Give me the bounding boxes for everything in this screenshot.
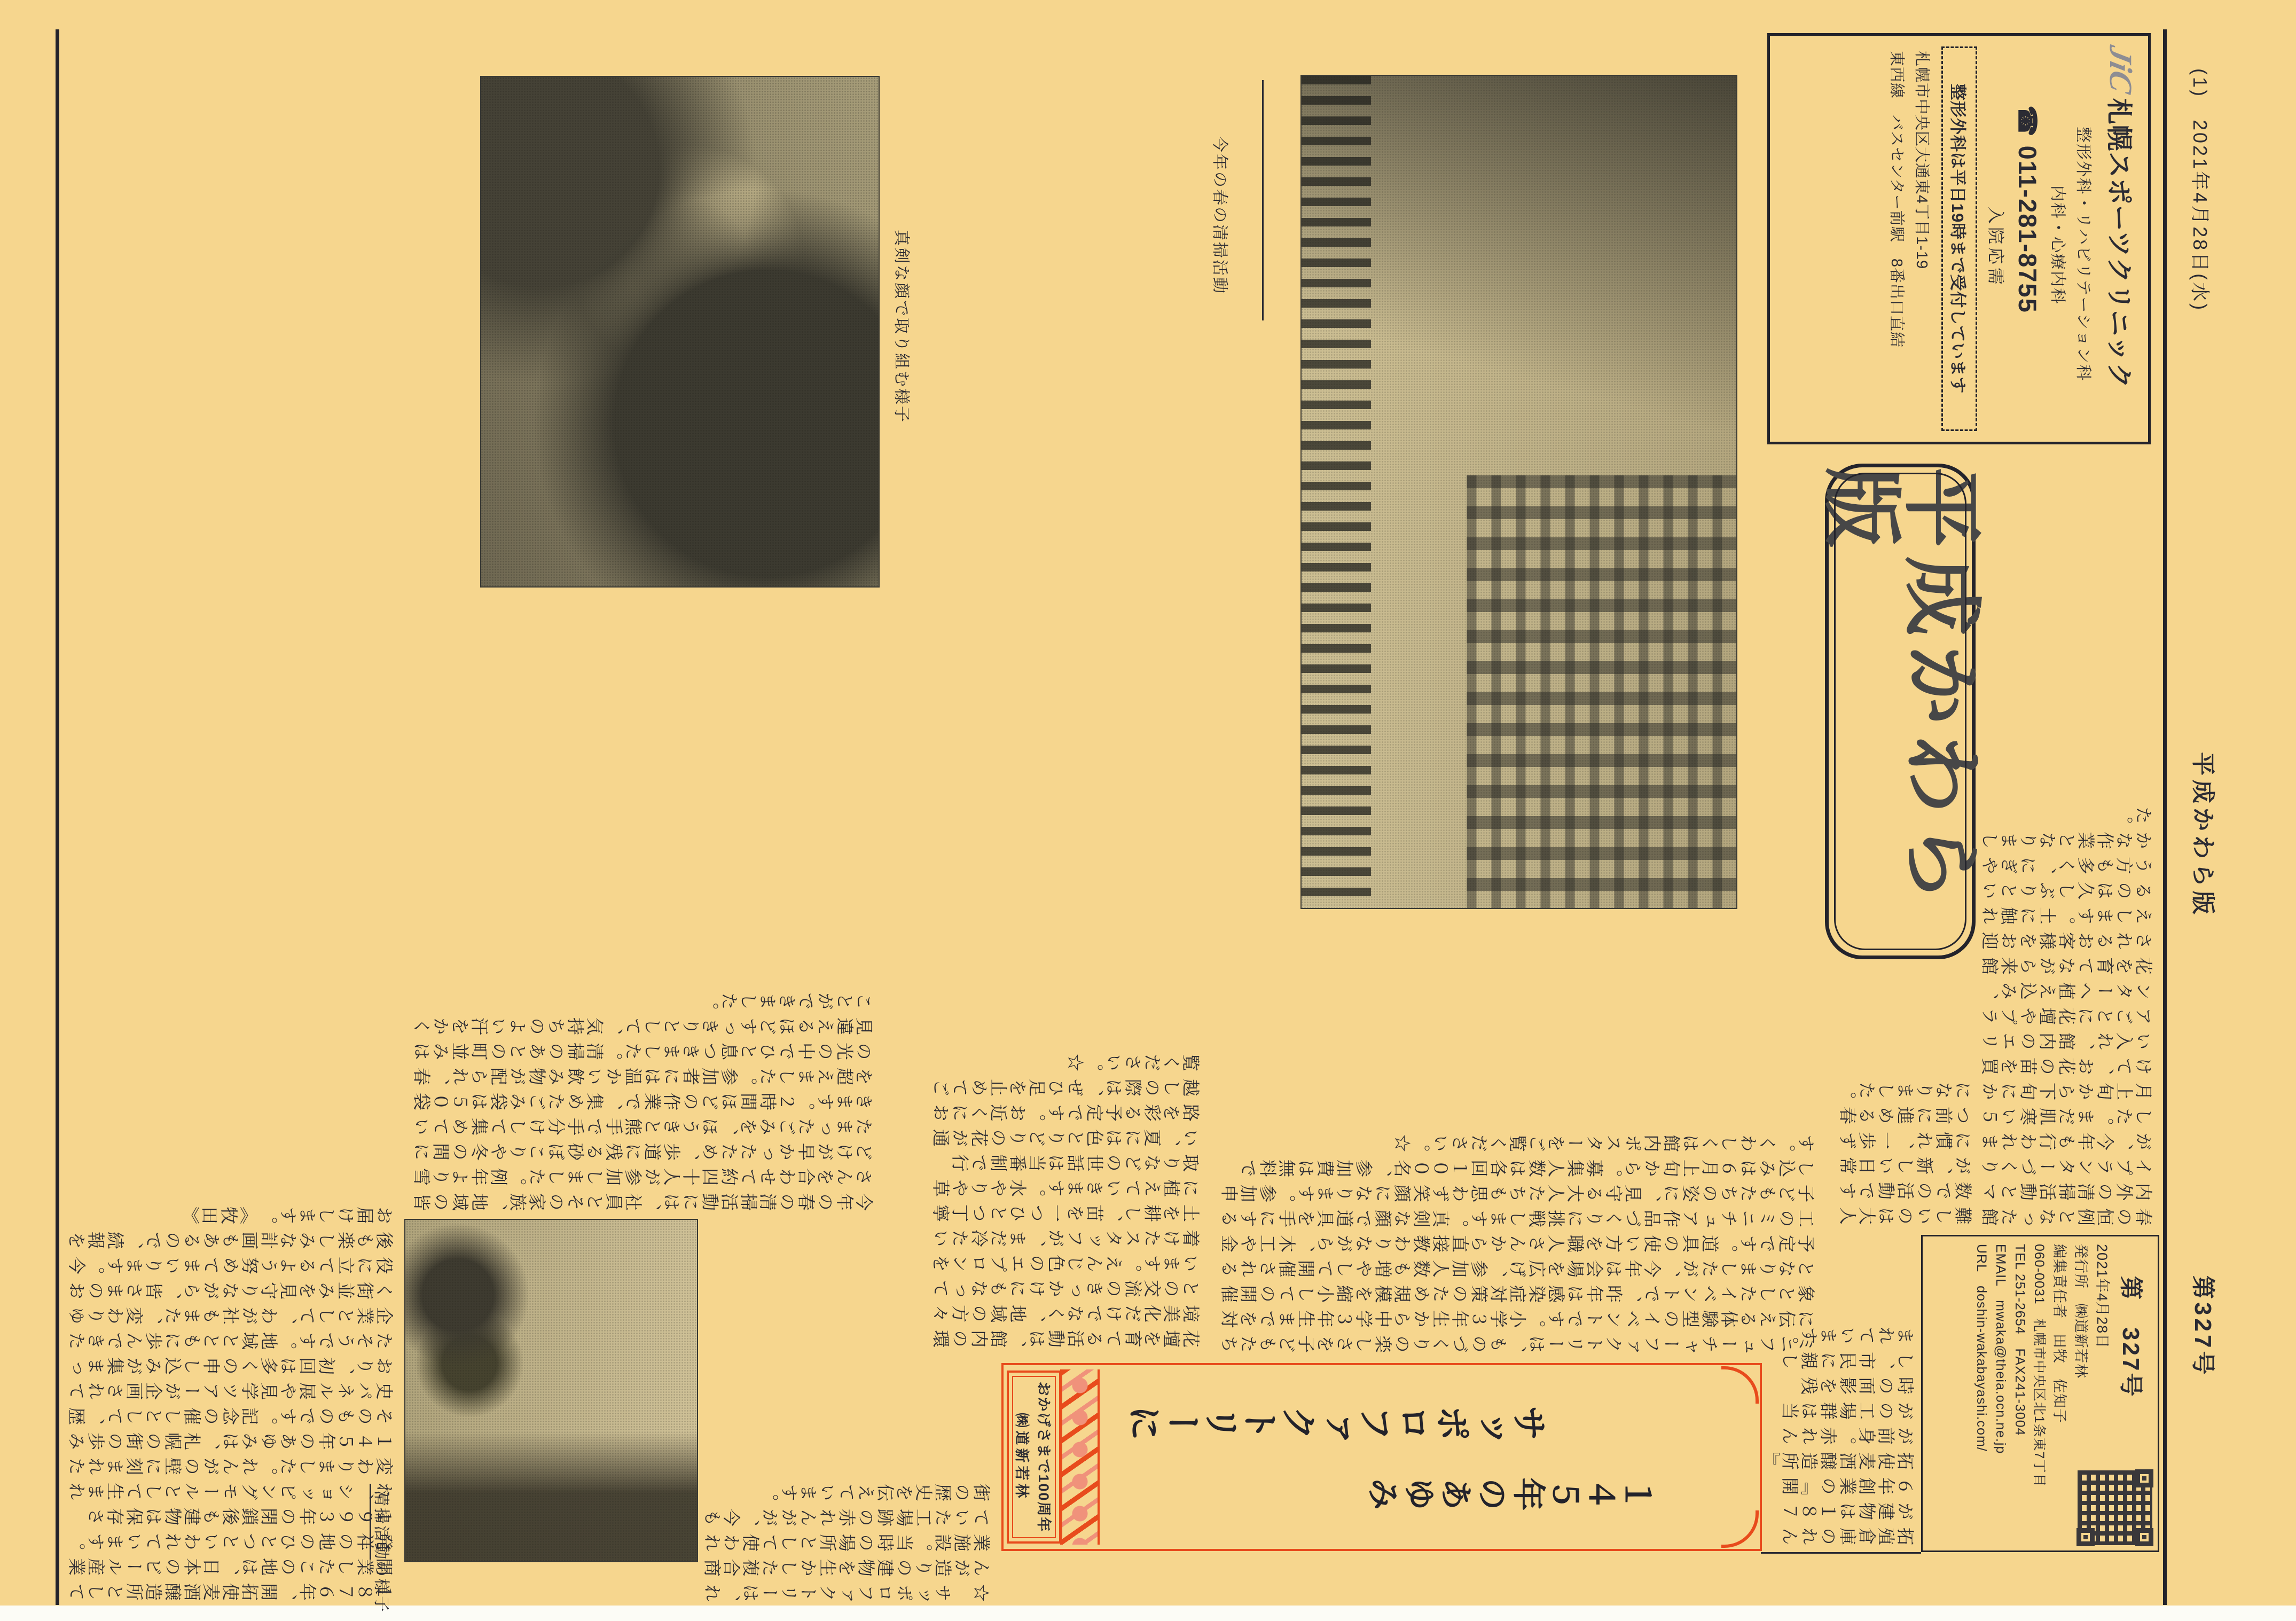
column-keiline (1761, 1552, 1921, 1554)
masthead-title: 平成かわら版 (1816, 467, 1985, 911)
clinic-phone: ☎ 011-281-8755 (2013, 105, 2042, 314)
issue-number-running-head: 第327号 (2190, 1275, 2216, 1378)
photo-group-cleanup (1300, 75, 1737, 909)
article-block-garden: 花壇を育てる活動は、館内の環境美化だけでなく、地域の方々との交流のきっかけにもなっています。えんじ色のエプロンを着けたスタッフが、まだ冷たい土を耕し、苗を一つひとつ丁寧に植えていきます。水やりや草取りなどの世話は当番制で行い、夏には色とりどりの花が通路を彩る予定です。お近くにお越しの際は、ぜひ足を止めてご覧ください。☆ (931, 1052, 1200, 1348)
running-title: 平成かわら版 (2190, 752, 2216, 919)
clinic-hours-box: 整形外科は平日19時まで受付しています (1941, 46, 1977, 431)
qr-code (2078, 1470, 2152, 1545)
article-block-bottom: １８７６年、開拓使麦酒醸造所として開業したこの地は、日本のビール産業発祥の地のひとつといわれています。１９９３年の閉鎖後も建物は保存され、ショッピングモールとして生まれ変わりました。れんがの壁に刻まれた１４５年のあゆみは、札幌の街の歩みそのものです。記念の催しとして、歴史パネル展や見学ツアーが企画されており、初回は多くの申し込みが集まったそうです。地域とともに歩んできた企業として、わが社もまた、変わりゆく街並みを見守りながら、皆さまのお役に立てるよう努めてまいります。今後も楽しみな計画もあるので、続報をお届けします。 《牧田》 (67, 1204, 394, 1601)
article-block-mid: ミニフューチャーファクトリーは、ものづくりの楽しさを子どもたちに伝える体験型のイベントです。小学３年生から中学３年生までを対象としたイベントで、昨年は感染症対策のため規模を縮小しての開催となりましたが、今年は会場を広げ、参加人数も増やして開催される予定です。道具の使い方を職人さんから直接教わりながら、木工や金工のミニチュア作品づくりに挑戦します。真剣な顔で道具を手にする子どもたちの姿に、見守る大人たちも思わず笑顔になります。参加申し込みは６月上旬から。募集人数は各回１００名、参加費は無料です。くわしくは館内ポスターをご覧ください。☆ (1219, 1132, 1815, 1353)
colophon-box (1921, 1235, 2159, 1552)
article-block-lead2: 難しいのは大人数での活動ですが、新しい日常に慣れ、一歩ずつ前に進める春になりました。 (1838, 1079, 1972, 1225)
header-rule (2163, 29, 2167, 1605)
scanner-edge (0, 1606, 2296, 1621)
photo1-caption: 今年の春の清掃活動 (1211, 136, 1228, 295)
colophon-url: URL doshin-wakabayashi.com/ (1974, 1244, 1989, 1452)
anniversary-badge (1007, 1371, 1061, 1544)
colophon-issue: 第 327号 (2118, 1276, 2144, 1399)
colophon-editor: 編集責任者 田牧 佐知子 (2051, 1244, 2067, 1423)
caption-keiline (1262, 80, 1264, 320)
clinic-note: 入院応需 (1986, 207, 2005, 288)
feature-headline-line2: １４５年のあゆみ (1365, 1473, 1655, 1509)
article-block-start: 拓殖倉庫のれんが建物は１８７６年創業の『開拓使麦酒醸造所』が前身。赤れんがの工場群は当時の面影を残し、市民に親しまれています。 (1769, 1325, 1915, 1545)
article-block-lead: 春の恒例となった館内外の清掃活動とマイプランターづくりが、今年も行われました。まだ肌寒い５月上旬から下旬にかけて、お花の苗を買い入れ、館内のエリアごとに花壇やプランターへ植え込み、花を育てながら来館されるお客様をお迎えします。土に触れるのは久しぶりという方も多く、にぎやかな作業となりました。 (1980, 804, 2153, 1226)
braid-ornament-icon (1060, 1369, 1100, 1545)
clinic-access: 東西線 バスセンター前駅 8番出口直結 (1888, 51, 1905, 348)
clinic-dept-line2: 内科・心療内科 (2049, 185, 2066, 305)
qr-eye-icon (2076, 1528, 2095, 1546)
colophon-date: 2021年4月28日 (2094, 1244, 2110, 1349)
clinic-ad-box (1767, 33, 2151, 444)
colophon-telfax: TEL 251-2654 FAX241-3004 (2012, 1244, 2027, 1436)
colophon-publisher: 発行所 ㈱道新若林 (2073, 1244, 2089, 1379)
colophon-email: EMAIL mwaka@theia.ocn.ne.jp (1993, 1244, 2008, 1454)
footer-rule (56, 29, 59, 1605)
badge-line2: ㈱道新若林 (1014, 1413, 1030, 1501)
photo-cleanup-scene (404, 1219, 698, 1562)
feature-headline-box (1001, 1363, 1762, 1551)
photo2-caption: 真剣な顔で取り組む様子 (892, 230, 910, 424)
badge-line1: おかげさまで100周年 (1036, 1381, 1052, 1533)
clinic-name: 札幌スポーツクリニック (2104, 98, 2133, 389)
photo-craft-closeup (480, 76, 880, 588)
feature-headline-line1: サッポロファクトリーに (1125, 1400, 1548, 1440)
colophon-address: 060-0031 札幌市中央区北1条東7丁目 (2032, 1244, 2047, 1487)
clinic-logo-icon: JiC (2103, 42, 2138, 97)
qr-eye-icon (2135, 1528, 2153, 1546)
article-block-cleaning: 今年の春の清掃活動には、社員とその家族、地域の皆さんを合わせて約四十人が参加しました。例年より雪どけが早かったため、歩道に残る砂ぼこりや冬の間にたまったごみを、ほうきと熊手で手分けして集めていきます。２時間ほどの作業で、集めたごみ袋は５０袋を超えました。参加者には温かい飲み物が配られ、春の光の中でひと息つきました。清掃のあとの町並みは見違えるほどすっきりとして、気持ちのよい汗をかくことができました。 (412, 990, 873, 1211)
page-number-and-date: (1) 2021年4月28日(水) (2189, 68, 2211, 312)
clinic-address: 札幌市中央区大通東4丁目1-19 (1913, 51, 1930, 270)
qr-eye-icon (2135, 1469, 2153, 1487)
corner-ornament-icon (1721, 1366, 1759, 1404)
photo3-caption: 清掃活動の様子 (372, 1490, 390, 1614)
article-block-belowbox: ☆ サッポロファクトリーは、れんが造りの建物を生かした複合商業施設。当時の場所として使われていた工場跡の赤れんがが、今も街の歴史を伝えています。 (702, 1482, 991, 1602)
corner-ornament-icon (1721, 1510, 1759, 1548)
clinic-dept-line1: 整形外科・リハビリテーション科 (2074, 127, 2092, 382)
masthead-title-box (1816, 464, 1985, 959)
